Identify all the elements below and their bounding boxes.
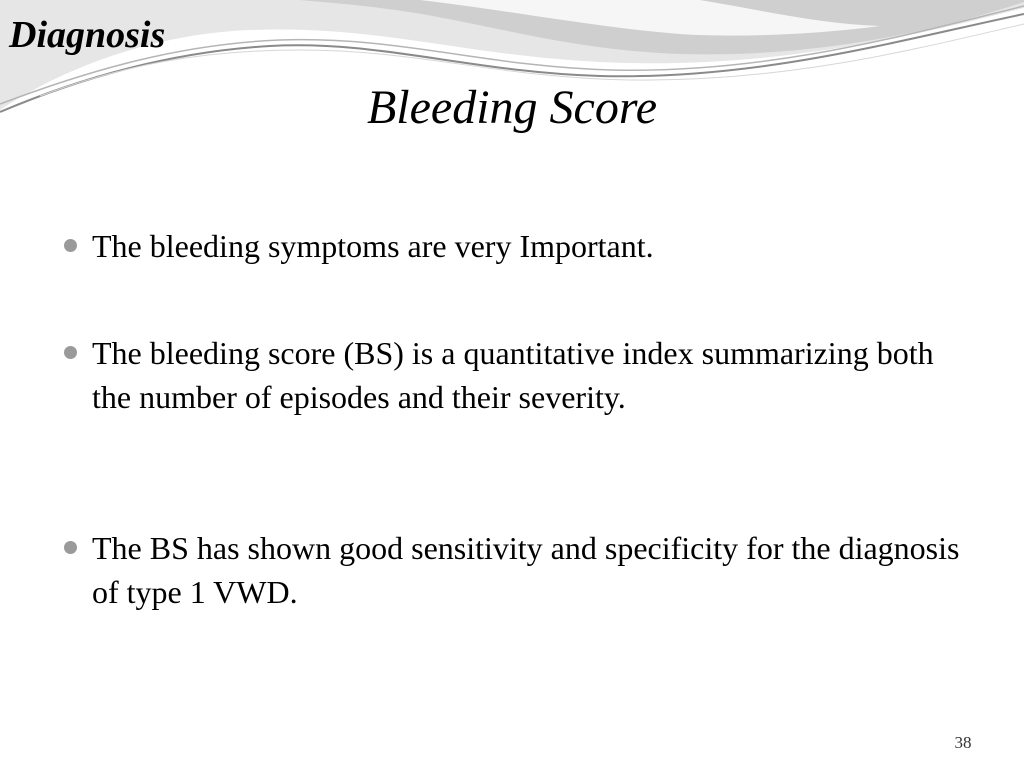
bullet-text: The bleeding score (BS) is a quantitative index summarizing both the number of episodes and their severity. — [92, 335, 934, 415]
bullet-dot-icon — [64, 239, 77, 252]
bullet-text: The bleeding symptoms are very Important. — [92, 228, 654, 264]
bullet-item — [92, 526, 972, 614]
bullet-item — [92, 224, 972, 268]
section-title: Diagnosis — [9, 14, 166, 56]
bullet-item — [92, 331, 972, 419]
slide-number: 38 — [954, 733, 972, 752]
bullet-dot-icon — [64, 346, 77, 359]
bullet-text: The BS has shown good sensitivity and specificity for the diagnosis of type 1 VWD. — [92, 530, 960, 610]
bullet-dot-icon — [64, 541, 77, 554]
slide-title: Bleeding Score — [366, 81, 658, 134]
